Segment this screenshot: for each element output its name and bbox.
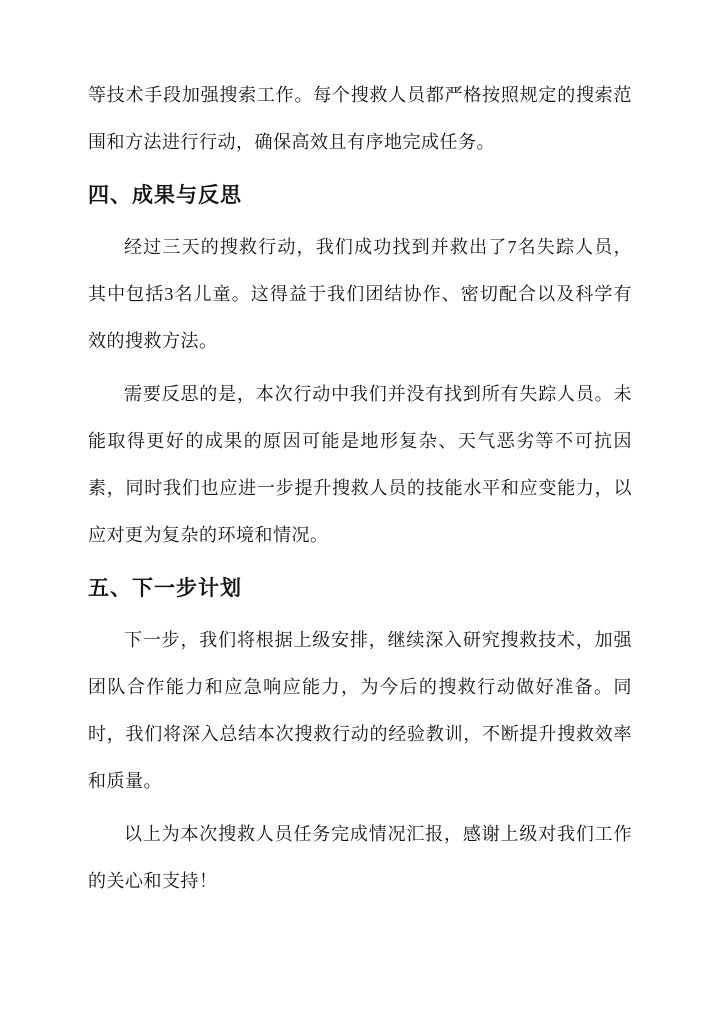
paragraph-next-steps: 下一步，我们将根据上级安排，继续深入研究搜救技术，加强团队合作能力和应急响应能力，为今后的搜救行动做好准备。同时，我们将深入总结本次搜救行动的经验教训，不断提升搜救效率和质量。: [88, 630, 632, 791]
section-heading-results-reflection: 四、成果与反思: [88, 183, 242, 207]
paragraph-closing: 以上为本次搜救人员任务完成情况汇报，感谢上级对我们工作的关心和支持！: [88, 824, 632, 891]
paragraph-reflection: 需要反思的是，本次行动中我们并没有找到所有失踪人员。未能取得更好的成果的原因可能是地形复杂、天气恶劣等不可抗因素，同时我们也应进一步提升搜救人员的技能水平和应变能力，以应对更为复杂的环境和情况。: [88, 384, 632, 545]
section-heading-next-steps: 五、下一步计划: [88, 576, 242, 600]
paragraph-continuation: 等技术手段加强搜索工作。每个搜救人员都严格按照规定的搜索范围和方法进行行动，确保高效且有序地完成任务。: [88, 85, 632, 152]
paragraph-results: 经过三天的搜救行动，我们成功找到并救出了7名失踪人员，其中包括3名儿童。这得益于我们团结协作、密切配合以及科学有效的搜救方法。: [88, 237, 632, 351]
